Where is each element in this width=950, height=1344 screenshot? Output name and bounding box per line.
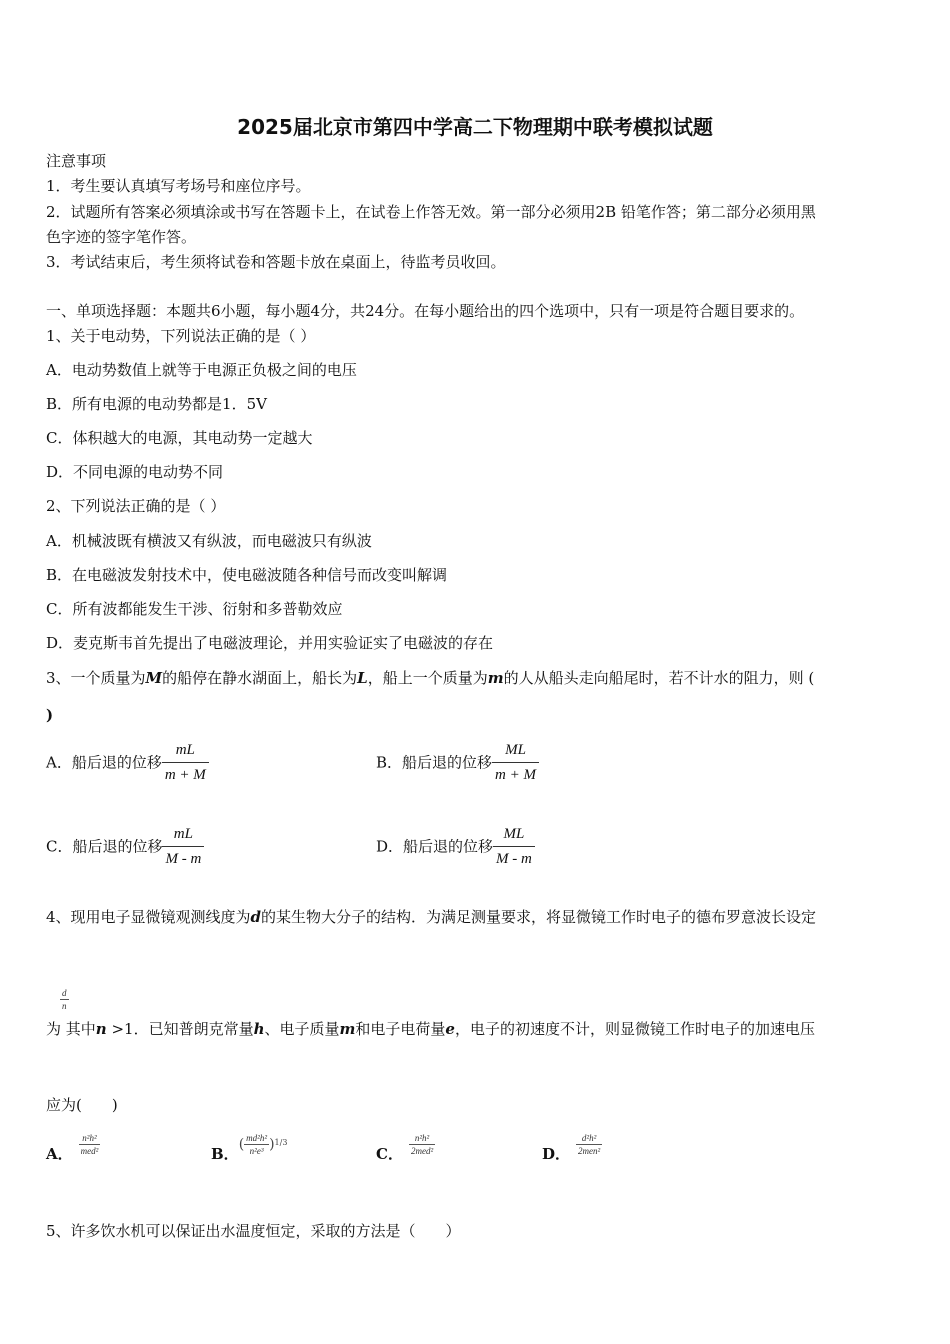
fraction: $\frac{mL}{M - m}$	[162, 824, 204, 869]
question-1-option-c: C．体积越大的电源，其电动势一定越大	[46, 429, 313, 447]
fraction: $\frac{ML}{m + M}$	[492, 740, 539, 785]
question-3-option-d: D．船后退的位移 $\frac{ML}{M - m}$	[376, 824, 535, 869]
question-1-option-a: A．电动势数值上就等于电源正负极之间的电压	[46, 361, 357, 379]
question-1-option-b: B．所有电源的电动势都是1．5V	[46, 395, 267, 413]
question-2-stem: 2、下列说法正确的是（ ）	[46, 497, 226, 515]
notice-heading: 注意事项	[46, 152, 107, 170]
question-1-stem: 1、关于电动势，下列说法正确的是（ ）	[46, 327, 316, 345]
question-3-option-a: A．船后退的位移 $\frac{mL}{m + M}$	[46, 740, 209, 785]
question-3-option-c: C．船后退的位移 $\frac{mL}{M - m}$	[46, 824, 204, 869]
question-3-stem-end: )	[46, 706, 54, 724]
fraction: $\frac{mL}{m + M}$	[162, 740, 209, 785]
question-3-option-b: B．船后退的位移 $\frac{ML}{m + M}$	[376, 740, 539, 785]
section-heading: 一、单项选择题：本题共6小题，每小题4分，共24分。在每小题给出的四个选项中，只有一项是符合题目要求的。	[46, 302, 805, 320]
fraction: $\frac{ML}{M - m}$	[493, 824, 535, 869]
question-4-option-c: C． $\frac{\text{n²h²}}{\text{2med²}}$	[376, 1133, 434, 1163]
question-4-stem-line2: 为 其中n >1．已知普朗克常量h、电子质量m和电子电荷量e，电子的初速度不计，则显微镜工作时电子的加速电压	[46, 1020, 815, 1038]
question-4-option-a: A． $\frac{\text{n²h²}}{\text{med²}}$	[46, 1133, 99, 1163]
notice-item: 3．考试结束后，考生须将试卷和答题卡放在桌面上，待监考员收回。	[46, 253, 506, 271]
question-4-option-b: B．( $\frac{\text{md²h²}}{\text{n²e³}}$ )$^{1/3}$	[211, 1133, 288, 1163]
question-4-wavelength-fraction: $\frac{d}{n}$	[62, 988, 67, 1011]
question-1-option-d: D．不同电源的电动势不同	[46, 463, 224, 481]
page-title: 2025届北京市第四中学高二下物理期中联考模拟试题	[237, 115, 713, 139]
notice-item: 2．试题所有答案必须填涂或书写在答题卡上，在试卷上作答无效。第一部分必须用2B 铅笔作答；第二部分必须用黑	[46, 203, 816, 221]
question-3-stem: 3、一个质量为M的船停在静水湖面上，船长为L，船上一个质量为m的人从船头走向船尾时，若不计水的阻力，则 (	[46, 669, 815, 687]
question-4-option-d: D． $\frac{\text{d²h²}}{\text{2men²}}$	[542, 1133, 601, 1163]
notice-item: 色字迹的签字笔作答。	[46, 228, 197, 246]
question-4-stem: 4、现用电子显微镜观测线度为d的某生物大分子的结构．为满足测量要求，将显微镜工作时电子的德布罗意波长设定	[46, 908, 817, 926]
question-2-option-a: A．机械波既有横波又有纵波，而电磁波只有纵波	[46, 532, 372, 550]
question-2-option-c: C．所有波都能发生干涉、衍射和多普勒效应	[46, 600, 343, 618]
question-2-option-d: D．麦克斯韦首先提出了电磁波理论，并用实验证实了电磁波的存在	[46, 634, 494, 652]
question-4-stem-line3: 应为( )	[46, 1096, 118, 1114]
notice-item: 1．考生要认真填写考场号和座位序号。	[46, 177, 311, 195]
question-5-stem: 5、许多饮水机可以保证出水温度恒定，采取的方法是（ ）	[46, 1222, 461, 1240]
question-2-option-b: B．在电磁波发射技术中，使电磁波随各种信号而改变叫解调	[46, 566, 448, 584]
